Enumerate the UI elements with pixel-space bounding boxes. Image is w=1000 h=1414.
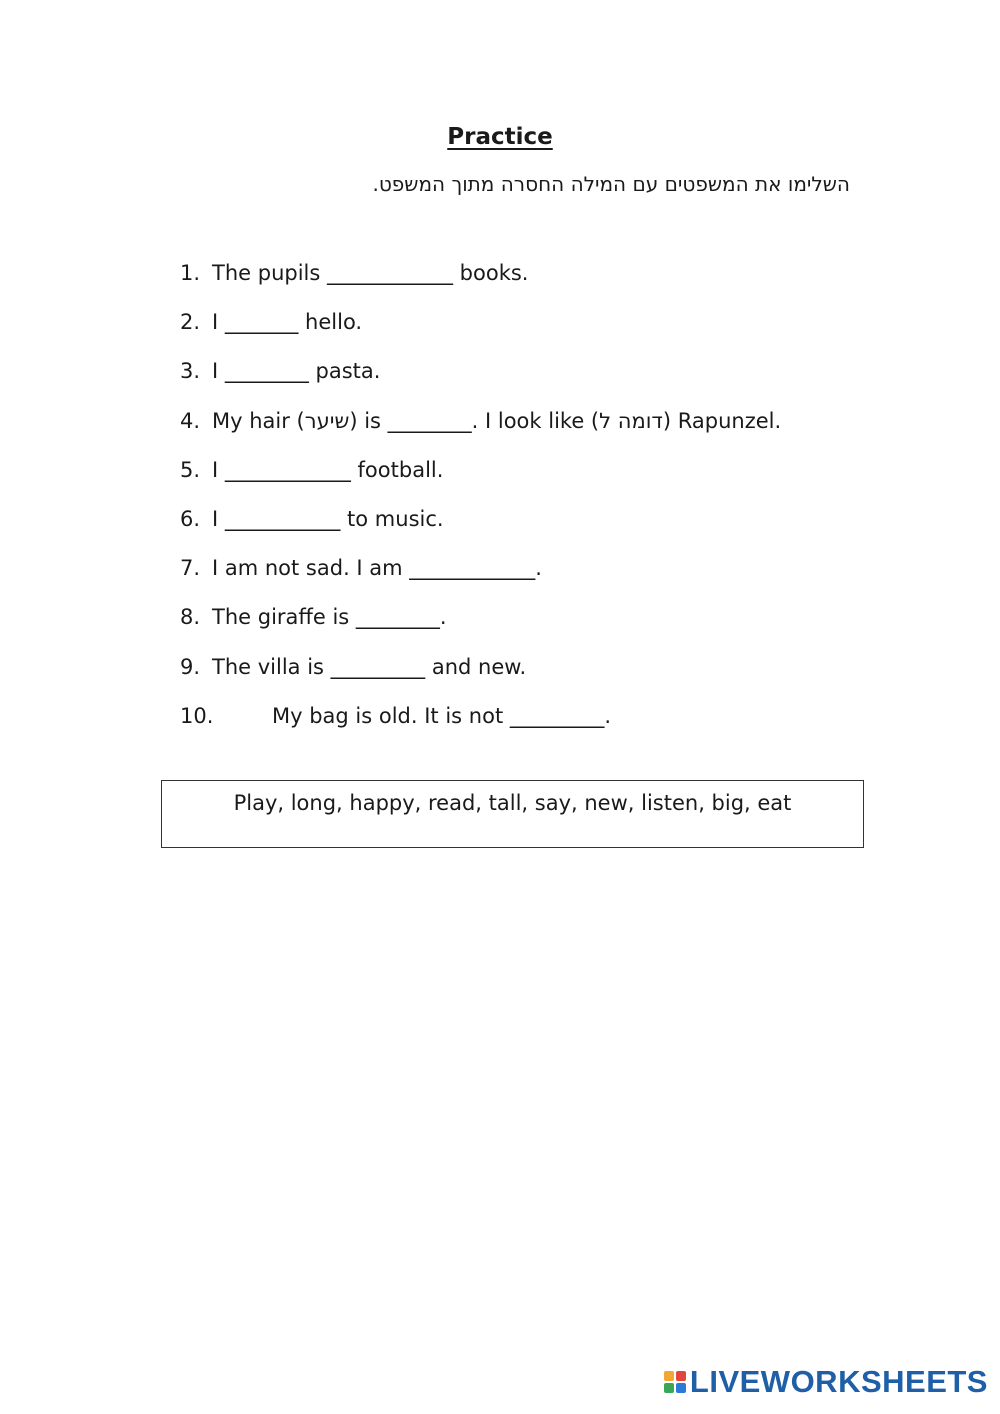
item-sentence: The giraffe is ________. <box>212 605 447 630</box>
item-number: 3. <box>180 359 201 384</box>
instruction-text: השלימו את המשפטים עם המילה החסרה מתוך המשפט. <box>372 172 850 196</box>
brand-name: LIVEWORKSHEETS <box>689 1364 988 1399</box>
liveworksheets-logo-icon <box>664 1371 686 1393</box>
item-sentence: My hair (שיער) is ________. I look like (דומה ל) Rapunzel. <box>212 408 782 433</box>
page-title: Practice <box>447 124 553 150</box>
item-number: 1. <box>180 261 201 285</box>
exercise-item-2 <box>180 305 781 354</box>
exercise-item-8 <box>180 600 781 649</box>
exercise-item-7 <box>180 551 781 600</box>
item-number: 8. <box>180 605 201 630</box>
item-number: 5. <box>180 457 201 482</box>
exercise-item-1 <box>180 256 781 305</box>
exercise-item-10 <box>180 699 781 748</box>
item-sentence: I _______ hello. <box>212 310 363 335</box>
liveworksheets-footer <box>664 1364 988 1400</box>
exercise-item-6 <box>180 502 781 551</box>
item-sentence: I ____________ football. <box>212 457 444 482</box>
exercise-item-9 <box>180 650 781 699</box>
item-sentence: I am not sad. I am ____________. <box>212 556 542 581</box>
word-bank-box <box>161 780 864 848</box>
exercise-list <box>180 256 781 748</box>
item-sentence: I ___________ to music. <box>212 506 444 531</box>
item-sentence: My bag is old. It is not _________. <box>272 703 612 728</box>
item-sentence: The pupils ____________ books. <box>212 261 529 285</box>
word-bank-text: Play, long, happy, read, tall, say, new, listen, big, eat <box>233 791 792 815</box>
exercise-item-5 <box>180 453 781 502</box>
item-sentence: The villa is _________ and new. <box>212 654 527 679</box>
item-number: 6. <box>180 506 201 531</box>
item-number: 9. <box>180 654 201 679</box>
item-sentence: I ________ pasta. <box>212 359 381 384</box>
exercise-item-4 <box>180 404 781 453</box>
item-number: 10. <box>180 703 214 728</box>
exercise-item-3 <box>180 354 781 403</box>
item-number: 2. <box>180 310 201 335</box>
item-number: 7. <box>180 556 201 581</box>
item-number: 4. <box>180 408 201 433</box>
